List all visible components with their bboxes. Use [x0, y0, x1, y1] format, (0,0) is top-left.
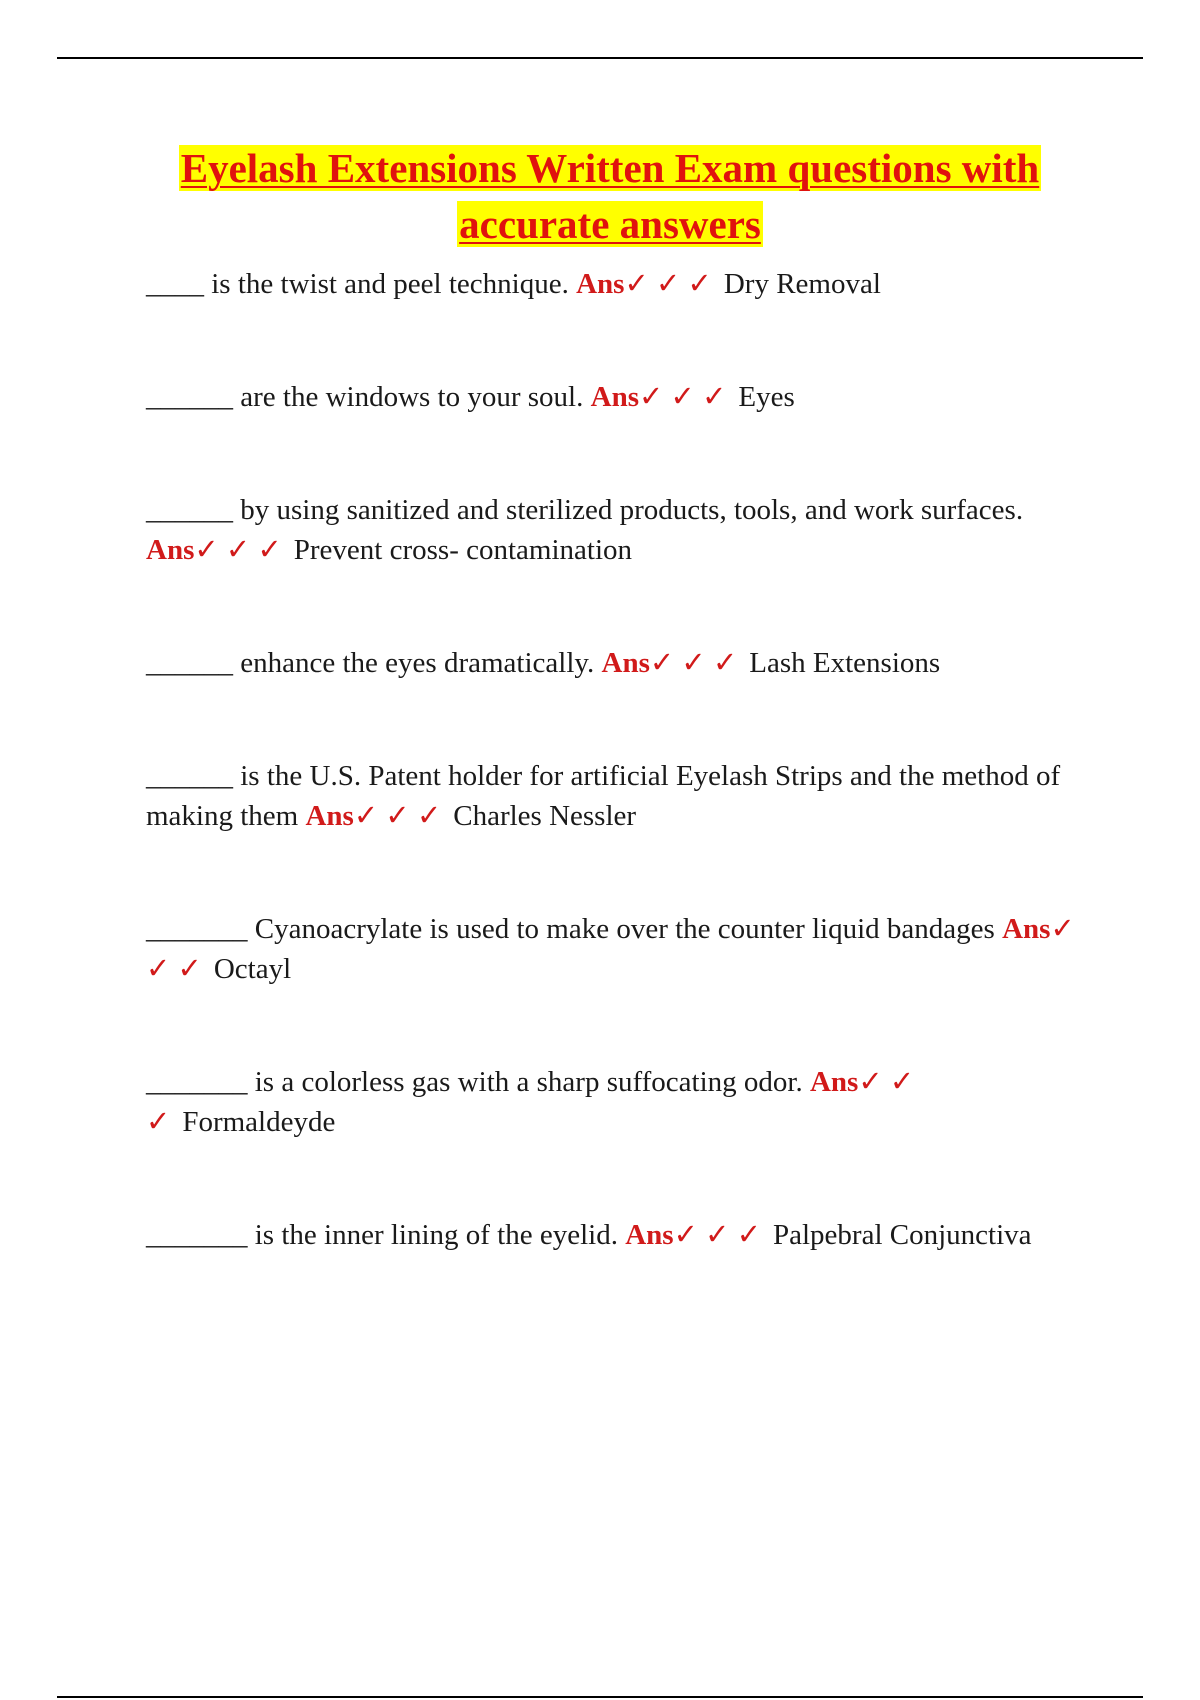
- title-line-1: Eyelash Extensions Written Exam questions with: [180, 145, 1040, 191]
- ans-label: Ans: [1002, 913, 1051, 945]
- ans-label: Ans: [146, 534, 195, 566]
- qa-item: [146, 490, 1086, 570]
- answer-text: Octayl: [213, 953, 292, 985]
- document-title: [120, 140, 1100, 252]
- question-text: _______ is the inner lining of the eyelid.: [146, 1219, 618, 1251]
- answer-text: Dry Removal: [723, 268, 881, 300]
- qa-item: [146, 377, 1086, 417]
- ans-label: Ans: [601, 647, 650, 679]
- question-text: ______ by using sanitized and sterilized products, tools, and work surfaces.: [146, 494, 1024, 526]
- answer-text: Prevent cross- contamination: [293, 534, 633, 566]
- checkmarks-icon: ✓ ✓ ✓: [673, 1219, 761, 1251]
- answer-text: Formaldeyde: [182, 1106, 336, 1138]
- qa-item: [146, 1062, 1086, 1142]
- checkmarks-icon: ✓ ✓ ✓: [624, 268, 712, 300]
- answer-text: Palpebral Conjunctiva: [773, 1219, 1032, 1251]
- ans-label: Ans: [625, 1219, 674, 1251]
- ans-label: Ans: [809, 1066, 859, 1098]
- bottom-rule: [57, 1696, 1143, 1698]
- question-text: ______ enhance the eyes dramatically.: [146, 647, 595, 679]
- title-line-2: accurate answers: [459, 201, 761, 247]
- qa-item: [146, 643, 1086, 683]
- top-rule: [57, 57, 1143, 59]
- answer-text: Charles Nessler: [453, 800, 637, 832]
- answer-text: Eyes: [738, 381, 795, 413]
- checkmarks-icon: ✓ ✓ ✓: [649, 647, 738, 679]
- ans-label: Ans: [576, 268, 625, 300]
- qa-item: [146, 1215, 1086, 1255]
- checkmarks-icon: ✓ ✓ ✓: [353, 800, 442, 832]
- ans-label: Ans: [305, 800, 354, 832]
- question-text: _______ Cyanoacrylate is used to make over the counter liquid bandages: [146, 913, 995, 945]
- qa-item: [146, 756, 1086, 836]
- checkmarks-icon: ✓ ✓ ✓: [638, 381, 727, 413]
- checkmarks-icon: ✓ ✓ ✓: [194, 534, 282, 566]
- question-text: ______ is the U.S. Patent holder for artificial Eyelash Strips and the method of making them: [146, 760, 1061, 832]
- ans-label: Ans: [590, 381, 639, 413]
- checkmarks-icon: ✓ ✓ ✓: [146, 913, 1075, 985]
- question-text: _______ is a colorless gas with a sharp suffocating odor.: [146, 1066, 803, 1098]
- qa-item: [146, 264, 1086, 304]
- document-body: [146, 140, 1086, 1328]
- qa-item: [146, 909, 1086, 989]
- checkmarks-icon: ✓ ✓ ✓: [146, 1066, 915, 1138]
- question-text: ______ are the windows to your soul.: [146, 381, 584, 413]
- question-text: ____ is the twist and peel technique.: [146, 268, 569, 300]
- answer-text: Lash Extensions: [749, 647, 941, 679]
